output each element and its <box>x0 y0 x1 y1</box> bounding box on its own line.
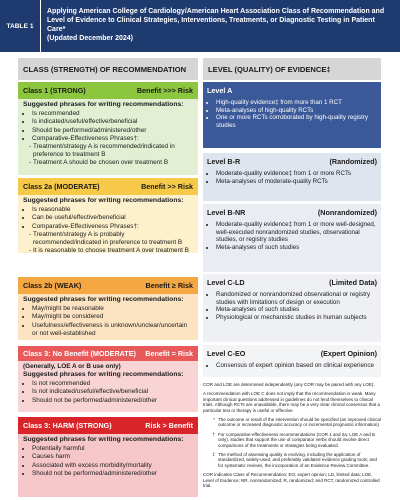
class-3-nobenefit-item: • Is not indicated/useful/effective/beneficial <box>32 388 193 396</box>
class-1-box <box>18 82 198 175</box>
class-2a-list <box>23 206 193 231</box>
table-title <box>40 0 400 52</box>
class-2a-body <box>18 195 198 255</box>
level-br-box <box>203 153 381 201</box>
level-br-list <box>207 170 377 185</box>
class-3-harm-list <box>23 445 193 478</box>
class-1-header <box>18 82 198 99</box>
class-2a-header <box>18 178 198 195</box>
level-a-item: • One or more RCTs corroborated by high-quality registry studies <box>216 114 377 129</box>
level-a-item: • Meta-analyses of high-quality RCTs <box>216 107 377 115</box>
class-3-nobenefit-box <box>18 346 198 412</box>
level-bnr-list <box>207 221 377 251</box>
level-bnr-title: Level B-NR <box>207 207 246 217</box>
level-br-header <box>203 153 381 169</box>
level-br-item: • Meta-analyses of moderate-quality RCTs <box>216 178 377 186</box>
class-1-list <box>23 110 193 143</box>
level-bnr-box <box>203 204 381 272</box>
class-3-nobenefit-item: • Should not be performed/administered/other <box>32 397 193 405</box>
level-cld-list <box>207 291 377 321</box>
class-3-nobenefit-subtitle: (Generally, LOE A or B use only) <box>23 363 121 370</box>
level-bnr-item: • Moderate-quality evidence‡ from 1 or more well-designed, well-executed nonrandomized studies, observational studies, or registry studies <box>216 221 377 244</box>
class-2b-item: • May/might be considered <box>32 313 193 321</box>
abbreviations: COR indicates Class of Recommendation; EO, expert opinion; LD, limited data; LOE, Level of Evidence; NR, nonrandomized; R, randomized; and RCT, randomized controlled trial. <box>203 472 380 489</box>
class-3-harm-box <box>18 417 198 497</box>
level-br-body <box>203 169 381 185</box>
footnote-text: The outcome or result of the intervention should be specified (an improved clinical outcome or increased diagnostic accuracy or incremental prognostic information). <box>218 417 381 428</box>
level-a-title: Level A <box>207 85 233 95</box>
notes-section <box>203 382 381 493</box>
class-3-nobenefit-benefit: Benefit = Risk <box>145 349 193 358</box>
class-2b-item: • Usefulness/effectiveness is unknown/unclear/uncertain or not well-established <box>32 322 193 338</box>
class-1-subitem: - Treatment A should be chosen over treatment B <box>33 159 193 167</box>
class-2b-suggested: Suggested phrases for writing recommendations: <box>23 296 184 303</box>
class-1-suggested: Suggested phrases for writing recommendations: <box>23 101 184 108</box>
level-bnr-body <box>203 220 381 251</box>
class-3-harm-suggested: Suggested phrases for writing recommendations: <box>23 436 184 443</box>
footnote-text: The method of assessing quality is evolving, including the application of standardized, widely-used, and preferably validated evidence grading tools; and for systematic reviews, the incorporation of an Evidence Review Committee. <box>218 452 377 468</box>
level-a-list <box>207 99 377 129</box>
class-3-harm-item: • Associated with excess morbidity/mortality <box>32 462 193 470</box>
class-3-nobenefit-header <box>18 346 198 361</box>
class-1-item: • Is indicated/useful/effective/beneficial <box>32 118 193 126</box>
footnote-comparative <box>203 432 381 448</box>
level-a-item: • High-quality evidence‡ from more than 1 RCT <box>216 99 377 107</box>
class-2a-item: • Comparative-Effectiveness Phrases†: <box>32 223 193 231</box>
footnote-quality <box>203 452 381 468</box>
level-ceo-list <box>207 362 377 370</box>
level-ceo-body <box>203 361 381 370</box>
class-1-item: • Is recommended <box>32 110 193 118</box>
level-br-title: Level B-R <box>207 156 241 166</box>
level-ceo-title: Level C-EO <box>207 348 246 358</box>
level-cld-item: • Physiological or mechanistic studies in human subjects <box>216 314 377 322</box>
footnote-symbol: † <box>212 431 215 437</box>
level-a-box <box>203 82 381 147</box>
level-cld-item: • Randomized or nonrandomized observational or registry studies with limitations of design or execution <box>216 291 377 306</box>
class-2a-subitem: - It is reasonable to choose treatment A over treatment B <box>33 247 193 255</box>
level-cld-item: • Meta-analyses of such studies <box>216 306 377 314</box>
class-3-harm-benefit: Risk > Benefit <box>145 421 193 430</box>
level-column-heading: LEVEL (QUALITY) OF EVIDENCE‡ <box>203 58 381 80</box>
class-1-item: • Should be performed/administered/other <box>32 127 193 135</box>
table-tag: TABLE 1 <box>0 0 40 52</box>
note-loe-c: A recommendation with LOE C does not imply that the recommendation is weak. Many important clinical questions addressed in guidelines do not lend themselves to clinical trials. Although RCTs are unavailable, there may be a very clear clinical consensus that a particular test or therapy is useful or effective. <box>203 391 380 413</box>
level-a-header <box>203 82 381 98</box>
class-3-nobenefit-body <box>18 361 198 405</box>
class-2a-box <box>18 178 198 253</box>
level-a-body <box>203 98 381 148</box>
class-2b-body <box>18 294 198 338</box>
class-3-nobenefit-item: • Is not recommended <box>32 380 193 388</box>
class-3-harm-item: • Causes harm <box>32 453 193 461</box>
level-ceo-box <box>203 345 381 377</box>
footnote-text: For comparative-effectiveness recommendations (COR 1 and 2a; LOE A and B only), studies that support the use of comparator verbs should involve direct comparisons of the treatments or strategies being evaluated. <box>218 431 375 448</box>
class-1-subitem: - Treatment/strategy A is recommended/indicated in preference to treatment B <box>33 143 193 159</box>
level-cld-body <box>203 290 381 321</box>
class-1-item: • Comparative-Effectiveness Phrases†: <box>32 135 193 143</box>
footnote-outcome <box>203 417 381 428</box>
footnote-symbol: ‡ <box>212 452 215 458</box>
class-2a-benefit: Benefit >> Risk <box>141 182 193 191</box>
level-ceo-item: • Consensus of expert opinion based on clinical experience <box>216 362 377 370</box>
class-2b-list <box>23 305 193 338</box>
class-2b-title: Class 2b (WEAK) <box>23 281 82 290</box>
class-2a-suggested: Suggested phrases for writing recommendations: <box>23 197 184 204</box>
class-1-benefit: Benefit >>> Risk <box>136 86 193 95</box>
level-bnr-tag: (Nonrandomized) <box>317 207 377 217</box>
class-column-heading: CLASS (STRENGTH) OF RECOMMENDATION <box>18 58 198 80</box>
class-2b-item: • May/might be reasonable <box>32 305 193 313</box>
level-br-item: • Moderate-quality evidence‡ from 1 or more RCTs <box>216 170 377 178</box>
level-cld-header <box>203 274 381 290</box>
class-3-harm-item: • Potentially harmful <box>32 445 193 453</box>
level-bnr-item: • Meta-analyses of such studies <box>216 244 377 252</box>
class-3-harm-header <box>18 417 198 434</box>
level-ceo-tag: (Expert Opinion) <box>320 348 377 358</box>
class-2a-sublist <box>23 231 193 256</box>
table-title-text: Applying American College of Cardiology/American Heart Association Class of Recommendation and Level of Evidence to Clinical Strategies, Interventions, Treatments, or Diagnostic Testing in Patient Care* <box>47 8 385 33</box>
class-3-harm-body <box>18 434 198 478</box>
class-1-body <box>18 99 198 168</box>
class-3-nobenefit-title: Class 3: No Benefit (MODERATE) <box>23 349 136 358</box>
level-cld-box <box>203 274 381 342</box>
class-2b-box <box>18 277 198 340</box>
table-updated: (Updated December 2024) <box>47 35 133 42</box>
class-2b-benefit: Benefit ≥ Risk <box>145 281 193 290</box>
class-2a-item: • Is reasonable <box>32 206 193 214</box>
level-br-tag: (Randomized) <box>329 156 377 166</box>
class-1-title: Class 1 (STRONG) <box>23 86 86 95</box>
class-2a-title: Class 2a (MODERATE) <box>23 182 100 191</box>
level-bnr-header <box>203 204 381 220</box>
level-ceo-header <box>203 345 381 361</box>
class-3-nobenefit-list <box>23 380 193 405</box>
class-2a-subitem: - Treatment/strategy A is probably recommended/indicated in preference to treatment B <box>33 231 193 247</box>
table-header <box>0 0 400 52</box>
note-independence: COR and LOE are determined independently (any COR may be paired with any LOE). <box>203 382 375 387</box>
class-2a-item: • Can be useful/effective/beneficial <box>32 214 193 222</box>
class-3-harm-title: Class 3: HARM (STRONG) <box>23 421 112 430</box>
class-3-harm-item: • Should not be performed/administered/other <box>32 470 193 478</box>
class-3-nobenefit-suggested: Suggested phrases for writing recommendations: <box>23 371 184 378</box>
level-cld-tag: (Limited Data) <box>329 277 377 287</box>
level-cld-title: Level C-LD <box>207 277 245 287</box>
class-2b-header <box>18 277 198 294</box>
footnote-symbol: * <box>213 417 215 423</box>
class-1-sublist <box>23 143 193 168</box>
